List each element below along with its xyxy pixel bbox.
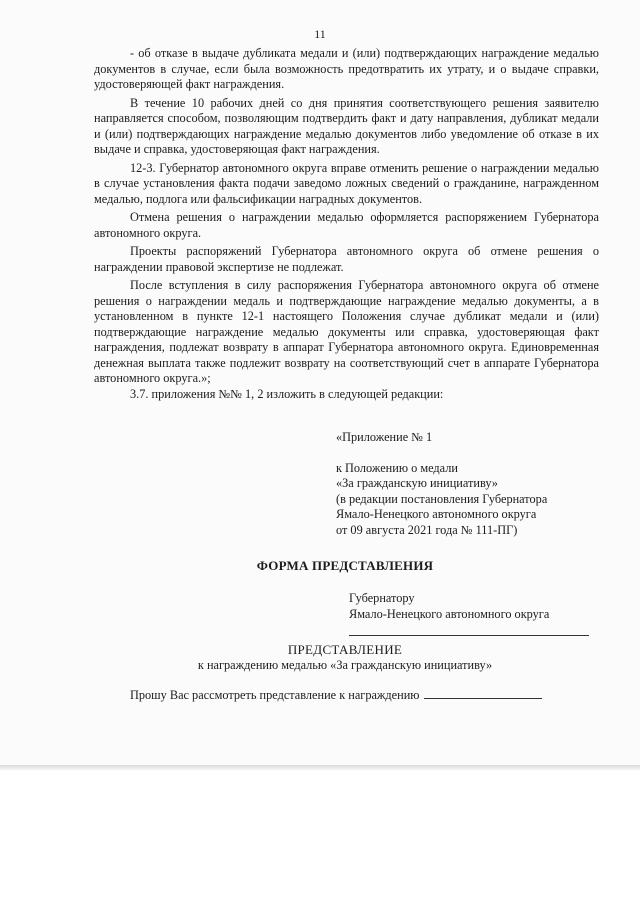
- request-blank-field: [424, 698, 542, 699]
- paragraph-refusal: - об отказе в выдаче дубликата медали и (или) подтверждающих награждение медалью документов в случае, если была возможность предотвратить их утрату, и о выдаче справки, удостоверяющей факт награждения.: [94, 46, 599, 91]
- addressee-line: Ямало-Ненецкого автономного округа: [349, 607, 550, 621]
- paragraph-3-7: 3.7. приложения №№ 1, 2 изложить в следующей редакции:: [130, 386, 444, 401]
- appendix-line: (в редакции постановления Губернатора: [336, 491, 548, 506]
- paragraph-cancellation: Отмена решения о награждении медалью оформляется распоряжением Губернатора автономного округа.: [94, 210, 599, 240]
- appendix-line: от 09 августа 2021 года № 111-ПГ): [336, 522, 518, 537]
- page-edge-shadow: [0, 765, 640, 771]
- paragraph-12-3: 12-3. Губернатор автономного округа вправе отменить решение о награждении медалью в случае установления факта подачи заведомо ложных сведений о гражданине, награжденном медалью, подлога или фальсификации наградных документов.: [94, 160, 599, 206]
- paragraph-return: После вступления в силу распоряжения Губернатора автономного округа об отмене решения о награждении медаль и подтверждающие награждение медалью документы, а в установленном в пункте 12-1 настоящего Положения случае дубликат медали и (или) подтверждающие награждение медалью документы или справка, удостоверяющая факт награждения, подлежат возврату в аппарат Губернатора автономного округа. Единовременная денежная выплата также подлежит возврату на соответствующий счет в аппарате Губернатора автономного округа.»;: [94, 278, 599, 385]
- presentation-title: ПРЕДСТАВЛЕНИЕ: [287, 642, 403, 657]
- addressee-blank-line: [349, 635, 589, 636]
- body-text: [94, 46, 599, 402]
- request-line: [130, 688, 542, 703]
- page-number: 11: [314, 27, 326, 41]
- paragraph-deadline: В течение 10 рабочих дней со дня принятия соответствующего решения заявителю направляется способом, позволяющим подтвердить факт и дату направления, дубликат медали и (или) подтверждающих награждение медалью документов либо уведомление об отказе в их выдаче и справка, удостоверяющая факт награждения.: [94, 95, 599, 156]
- paragraph-drafts: Проекты распоряжений Губернатора автономного округа об отмене решения о награждении правовой экспертизе не подлежат.: [94, 244, 599, 274]
- form-title: ФОРМА ПРЕДСТАВЛЕНИЯ: [256, 558, 434, 573]
- request-text: Прошу Вас рассмотреть представление к награждению: [130, 688, 420, 702]
- appendix-line: к Положению о медали: [336, 460, 458, 475]
- appendix-heading: «Приложение № 1: [336, 430, 433, 444]
- presentation-subtitle: к награждению медалью «За гражданскую инициативу»: [197, 658, 493, 672]
- appendix-header: [336, 430, 606, 538]
- addressee-line: Губернатору: [349, 591, 415, 605]
- appendix-line: «За гражданскую инициативу»: [336, 476, 498, 490]
- addressee-block: [349, 590, 589, 636]
- appendix-line: Ямало-Ненецкого автономного округа: [336, 507, 537, 521]
